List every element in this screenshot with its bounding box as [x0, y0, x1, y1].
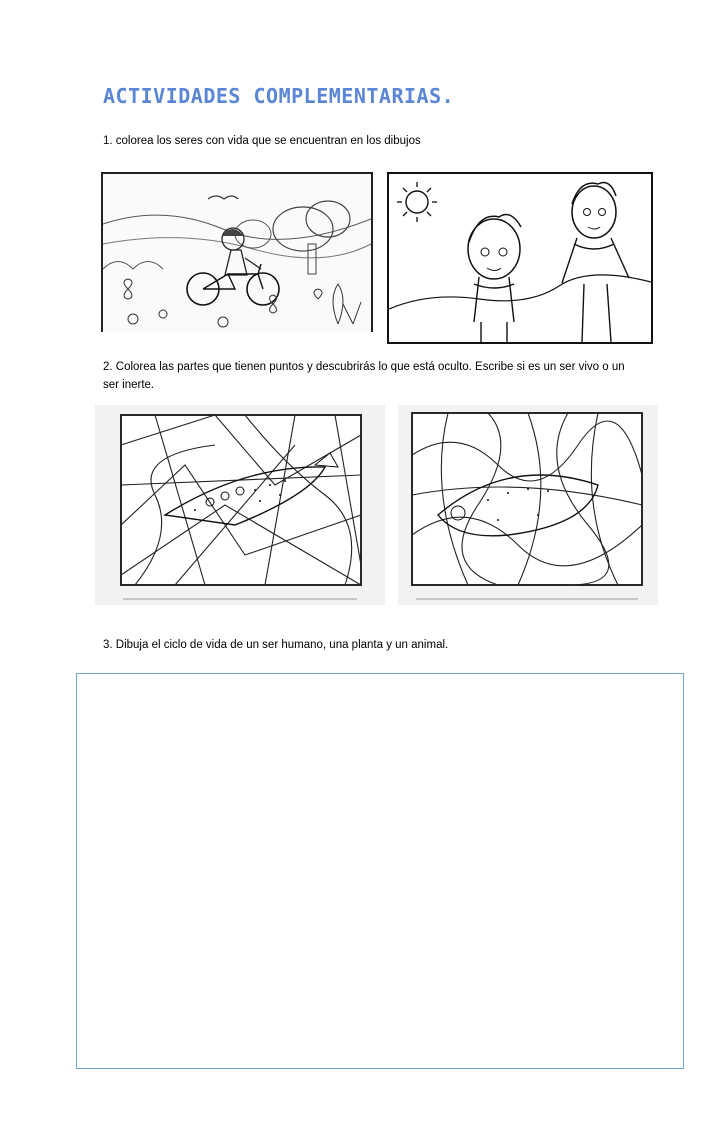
instruction-1: 1. colorea los seres con vida que se encuentran en los dibujos [103, 135, 421, 147]
page-title: ACTIVIDADES COMPLEMENTARIAS. [103, 84, 455, 108]
bicycle-girl-drawing [101, 172, 373, 332]
drawing-area[interactable] [76, 673, 684, 1069]
instruction-2: 2. Colorea las partes que tienen puntos y descubrirás lo que está oculto. Escribe si es un ser vivo o un ser inerte. [103, 361, 625, 391]
two-boys-drawing [387, 172, 653, 344]
instruction-3: 3. Dibuja el ciclo de vida de un ser humano, una planta y un animal. [103, 639, 449, 651]
hidden-fish-puzzle [398, 405, 658, 605]
hidden-rocket-puzzle [95, 405, 385, 605]
